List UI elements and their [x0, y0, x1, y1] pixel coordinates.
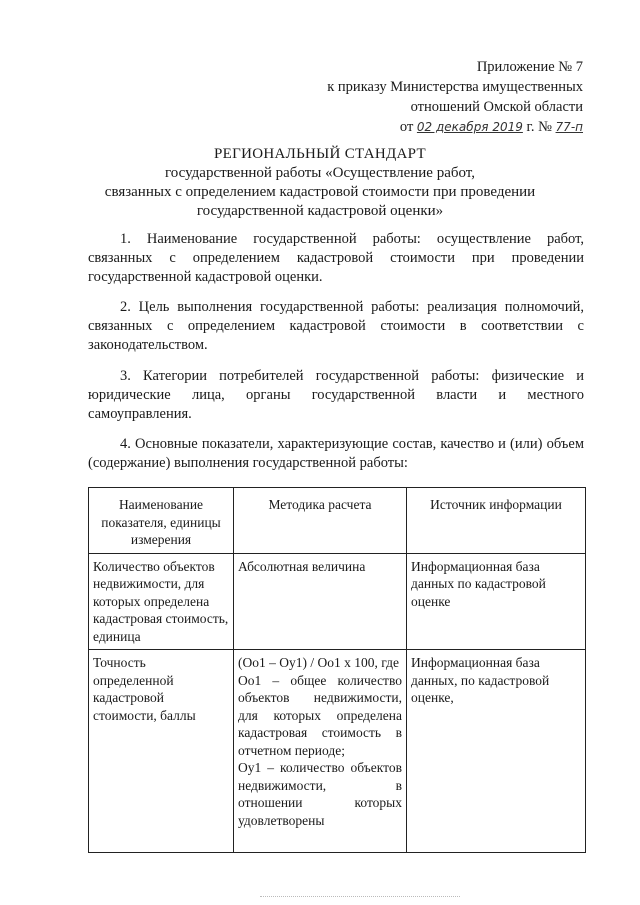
- section-3-paragraph: 3. Категории потребителей государственной работы: физические и юридические лица, органы государственной власти и местного самоуправления.: [88, 368, 584, 422]
- appendix-date-line: [327, 117, 583, 137]
- appendix-number: Приложение № 7: [476, 59, 583, 75]
- scan-artifact-divider: [260, 896, 460, 901]
- row-1-name: Количество объектов недвижимости, для которых определена кадастровая стоимость, единица: [89, 553, 234, 650]
- table-header-row: [89, 488, 586, 554]
- title-line-2: связанных с определением кадастровой стоимости при проведении: [104, 184, 536, 200]
- title-line-3: государственной кадастровой оценки»: [196, 203, 444, 219]
- row-2-formula: (Оо1 – Оу1) / Оо1 х 100, где: [238, 655, 399, 670]
- row-2-definition-1: Оо1 – общее количество объектов недвижимости, для которых определена кадастровая стоимость в отчетном периоде;: [238, 672, 402, 758]
- row-1-method: Абсолютная величина: [234, 553, 407, 650]
- number-prefix: г. №: [526, 119, 552, 135]
- header-indicator-name: Наименование показателя, единицы измерения: [89, 488, 234, 554]
- row-2-name: Точность определенной кадастровой стоимости, баллы: [89, 650, 234, 853]
- row-2-source: Информационная база данных, по кадастровой оценке,: [407, 650, 586, 853]
- section-1-paragraph: 1. Наименование государственной работы: осуществление работ, связанных с определением кадастровой стоимости при проведении государственной кадастровой оценки.: [88, 231, 584, 285]
- table-row: [89, 650, 586, 853]
- date-prefix: от: [399, 119, 414, 135]
- header-source: Источник информации: [407, 488, 586, 554]
- document-title: [0, 145, 640, 221]
- section-4-paragraph: 4. Основные показатели, характеризующие состав, качество и (или) объем (содержание) выполнения государственной работы:: [88, 436, 584, 471]
- appendix-ministry: отношений Омской области: [410, 99, 583, 115]
- row-1-source: Информационная база данных по кадастровой оценке: [407, 553, 586, 650]
- row-2-method: [234, 650, 407, 853]
- appendix-order-ref: к приказу Министерства имущественных: [327, 79, 583, 95]
- row-2-definition-2: Оу1 – количество объектов недвижимости, в отношении которых удовлетворены: [238, 760, 402, 828]
- handwritten-number: 77-п: [555, 120, 583, 134]
- handwritten-date: 02 декабря 2019: [416, 120, 523, 134]
- header-method: Методика расчета: [234, 488, 407, 554]
- appendix-header: [327, 57, 583, 137]
- title-line-1: государственной работы «Осуществление работ,: [165, 165, 475, 181]
- table-row: [89, 553, 586, 650]
- title-main: РЕГИОНАЛЬНЫЙ СТАНДАРТ: [214, 146, 426, 162]
- section-2-paragraph: 2. Цель выполнения государственной работы: реализация полномочий, связанных с определением кадастровой стоимости в соответствии с законодательством.: [88, 299, 584, 353]
- indicators-table: [88, 487, 586, 853]
